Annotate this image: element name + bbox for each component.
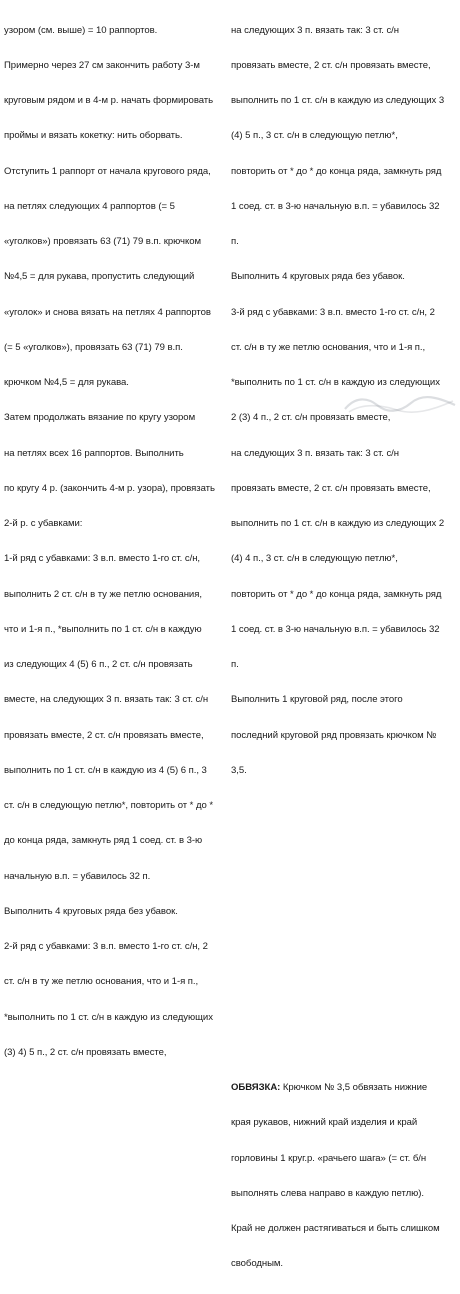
text-line: п. [231,659,239,670]
text-line: *выполнить по 1 ст. с/н в каждую из следующих [231,377,440,388]
text-line: круговым рядом и в 4-м р. начать формировать [4,95,214,106]
text-line: 2-й р. с убавками: [4,518,83,529]
text-line: 2-й ряд с убавками: 3 в.п. вместо 1-го ст. с/н, 2 [4,941,208,952]
text-line: Край не должен растягиваться и быть слишком [231,1223,440,1234]
text-line: повторить от * до * до конца ряда, замкнуть ряд [231,165,442,177]
text-line [231,1012,459,1024]
text-line: (4) 4 п., 3 ст. с/н в следующую петлю*, [231,553,398,565]
edging-line-rest: Крючком № 3,5 обвязать нижние [280,1082,428,1093]
text-line: на петлях следующих 4 раппортов (= 5 [4,200,175,212]
text-line: ст. с/н в следующую петлю*, повторить от * до * [4,800,213,811]
text-line: выполнить 2 ст. с/н в ту же петлю основания, [4,588,202,600]
text-line: 1 соед. ст. в 3-ю начальную в.п. = убавилось 32 [231,200,440,212]
text-line: что и 1-я п., *выполнить по 1 ст. с/н в каждую [4,623,202,635]
text-line: Выполнить 4 круговых ряда без убавок. [4,905,178,917]
text-line: выполнить по 1 ст. с/н в каждую из следующих 2 [231,518,445,529]
text-line: крючком №4,5 = для рукава. [4,377,129,388]
text-line: горловины 1 круг.р. «рачьего шага» (= ст. б/н [231,1152,427,1164]
text-line: узором (см. выше) = 10 раппортов. [4,24,158,36]
text-line [231,941,459,953]
text-line: Выполнить 4 круговых ряда без убавок. [231,271,405,283]
text-line [231,800,459,812]
text-line: последний круговой ряд провязать крючком № [231,729,437,741]
text-line: провязать вместе, 2 ст. с/н провязать вместе, [231,482,431,494]
text-line: выполнить по 1 ст. с/н в каждую из следующих 3 [231,95,445,106]
text-line: провязать вместе, 2 ст. с/н провязать вместе, [4,729,204,741]
text-line: (3) 4) 5 п., 2 ст. с/н провязать вместе, [4,1046,167,1058]
text-line: №4,5 = для рукава, пропустить следующий [4,271,195,283]
text-line: 1-й ряд с убавками: 3 в.п. вместо 1-го ст. с/н, [4,553,201,565]
edging-heading-line [231,1082,459,1094]
text-line: Выполнить 1 круговой ряд, после этого [231,694,403,706]
text-line: повторить от * до * до конца ряда, замкнуть ряд [231,588,442,600]
right-text-column [231,1,459,1294]
text-line: 3-й ряд с убавками: 3 в.п. вместо 1-го ст. с/н, 2 [231,306,435,318]
text-line: (= 5 «уголков»), провязать 63 (71) 79 в.п. [4,341,183,353]
text-line: ст. с/н в ту же петлю основания, что и 1-я п., [231,341,426,353]
text-line [231,906,459,918]
text-line: из следующих 4 (5) 6 п., 2 ст. с/н провязать [4,659,193,670]
text-line: 2 (3) 4 п., 2 ст. с/н провязать вместе, [231,412,391,424]
text-line: «уголков») провязать 63 (71) 79 в.п. крючком [4,236,201,247]
text-line: Затем продолжать вязание по кругу узором [4,412,196,424]
watermark-logo [341,393,459,415]
text-line: выполнить по 1 ст. с/н в каждую из 4 (5) 6 п., 3 [4,764,207,776]
text-line: выполнять слева направо в каждую петлю). [231,1187,424,1199]
text-line: по кругу 4 р. (закончить 4-м р. узора), провязать [4,482,215,494]
text-line: *выполнить по 1 ст. с/н в каждую из следующих [4,1011,213,1023]
left-text-column [4,1,224,1117]
text-line: на следующих 3 п. вязать так: 3 ст. с/н [231,24,400,36]
text-line [231,976,459,988]
text-line: п. [231,236,239,247]
text-line: 3,5. [231,764,247,776]
text-line: на петлях всех 16 раппортов. Выполнить [4,447,184,459]
text-line: края рукавов, нижний край изделия и край [231,1117,418,1129]
text-line: 1 соед. ст. в 3-ю начальную в.п. = убавилось 32 [231,623,440,635]
text-line [231,835,459,847]
text-line: «уголок» и снова вязать на петлях 4 раппортов [4,306,211,318]
text-line: ст. с/н в ту же петлю основания, что и 1-я п., [4,976,199,988]
text-line: (4) 5 п., 3 ст. с/н в следующую петлю*, [231,130,398,142]
text-line: проймы и вязать кокетку: нить оборвать. [4,130,183,142]
text-line: Отступить 1 раппорт от начала кругового ряда, [4,165,211,177]
text-line [4,1082,224,1094]
text-line: вместе, на следующих 3 п. вязать так: 3 ст. с/н [4,694,209,706]
text-line: Примерно через 27 см закончить работу 3-м [4,59,200,71]
text-line: начальную в.п. = убавилось 32 п. [4,870,151,882]
text-line [231,871,459,883]
watermark-graphic [341,393,459,415]
paragraph-gap [231,1047,459,1059]
text-line: провязать вместе, 2 ст. с/н провязать вместе, [231,59,431,71]
text-line: на следующих 3 п. вязать так: 3 ст. с/н [231,447,400,459]
text-line: свободным. [231,1258,284,1270]
edging-label: ОБВЯЗКА: [231,1082,281,1093]
text-line: до конца ряда, замкнуть ряд 1 соед. ст. в 3-ю [4,835,203,847]
